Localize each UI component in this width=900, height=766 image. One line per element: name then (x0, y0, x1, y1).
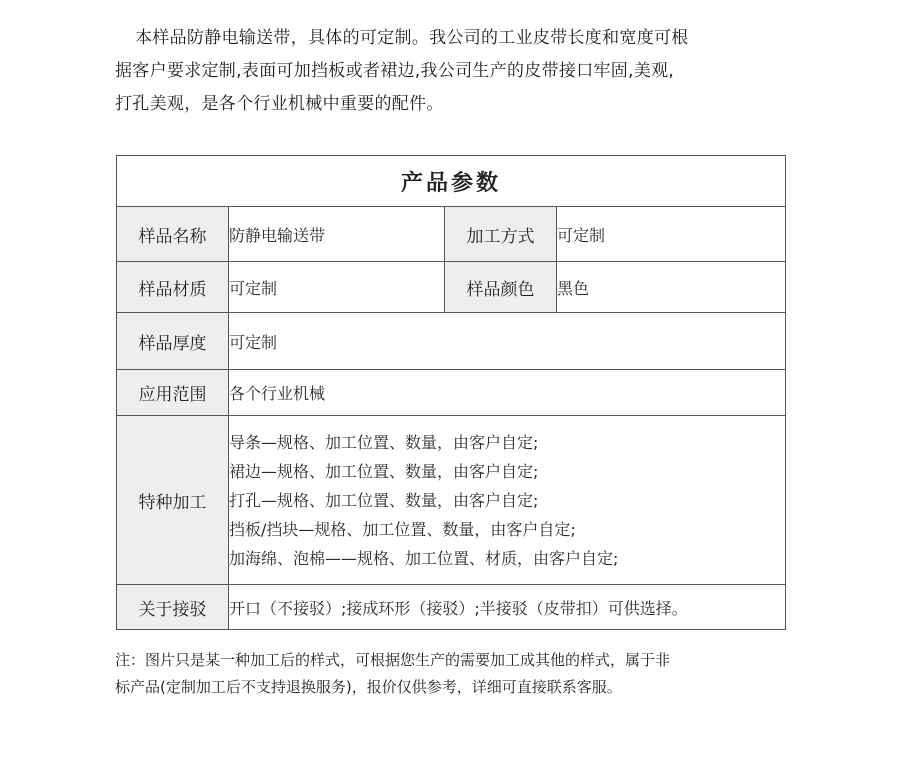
intro-line-2: 据客户要求定制,表面可加挡板或者裙边,我公司生产的皮带接口牢固,美观, (115, 61, 675, 81)
label-special-processing: 特种加工 (117, 416, 229, 585)
table-row (117, 207, 786, 262)
processing-line-skirt: 裙边—规格、加工位置、数量，由客户自定; (229, 461, 539, 481)
table-row (117, 370, 786, 416)
table-row (117, 585, 786, 630)
processing-line-punching: 打孔—规格、加工位置、数量，由客户自定; (229, 490, 539, 510)
note-paragraph (115, 647, 795, 701)
label-splicing: 关于接驳 (117, 585, 229, 630)
label-sample-color: 样品颜色 (445, 262, 557, 313)
table-row (117, 262, 786, 313)
product-parameters-table (116, 155, 786, 630)
processing-line-guide-strip: 导条—规格、加工位置、数量，由客户自定; (229, 432, 539, 452)
label-sample-thickness: 样品厚度 (117, 313, 229, 370)
note-line-1: 注：图片只是某一种加工后的样式，可根据您生产的需要加工成其他的样式，属于非 (115, 651, 671, 669)
table-row (117, 313, 786, 370)
label-processing-method: 加工方式 (445, 207, 557, 262)
value-special-processing (229, 416, 786, 585)
value-sample-thickness: 可定制 (229, 313, 786, 370)
value-processing-method: 可定制 (557, 207, 786, 262)
table-title: 产品参数 (117, 156, 786, 207)
label-sample-name: 样品名称 (117, 207, 229, 262)
intro-line-3: 打孔美观，是各个行业机械中重要的配件。 (115, 94, 444, 114)
label-application-range: 应用范围 (117, 370, 229, 416)
value-splicing: 开口（不接驳）;接成环形（接驳）;半接驳（皮带扣）可供选择。 (229, 585, 786, 630)
value-sample-color: 黑色 (557, 262, 786, 313)
table-row (117, 416, 786, 585)
label-sample-material: 样品材质 (117, 262, 229, 313)
intro-paragraph (115, 22, 795, 121)
processing-line-baffle: 挡板/挡块—规格、加工位置、数量，由客户自定; (229, 519, 576, 539)
value-sample-material: 可定制 (229, 262, 445, 313)
value-application-range: 各个行业机械 (229, 370, 786, 416)
processing-line-sponge: 加海绵、泡棉——规格、加工位置、材质，由客户自定; (229, 548, 619, 568)
note-line-2: 标产品(定制加工后不支持退换服务)，报价仅供参考，详细可直接联系客服。 (115, 678, 622, 696)
intro-line-1: 本样品防静电输送带，具体的可定制。我公司的工业皮带长度和宽度可根 (135, 28, 689, 48)
value-sample-name: 防静电输送带 (229, 207, 445, 262)
